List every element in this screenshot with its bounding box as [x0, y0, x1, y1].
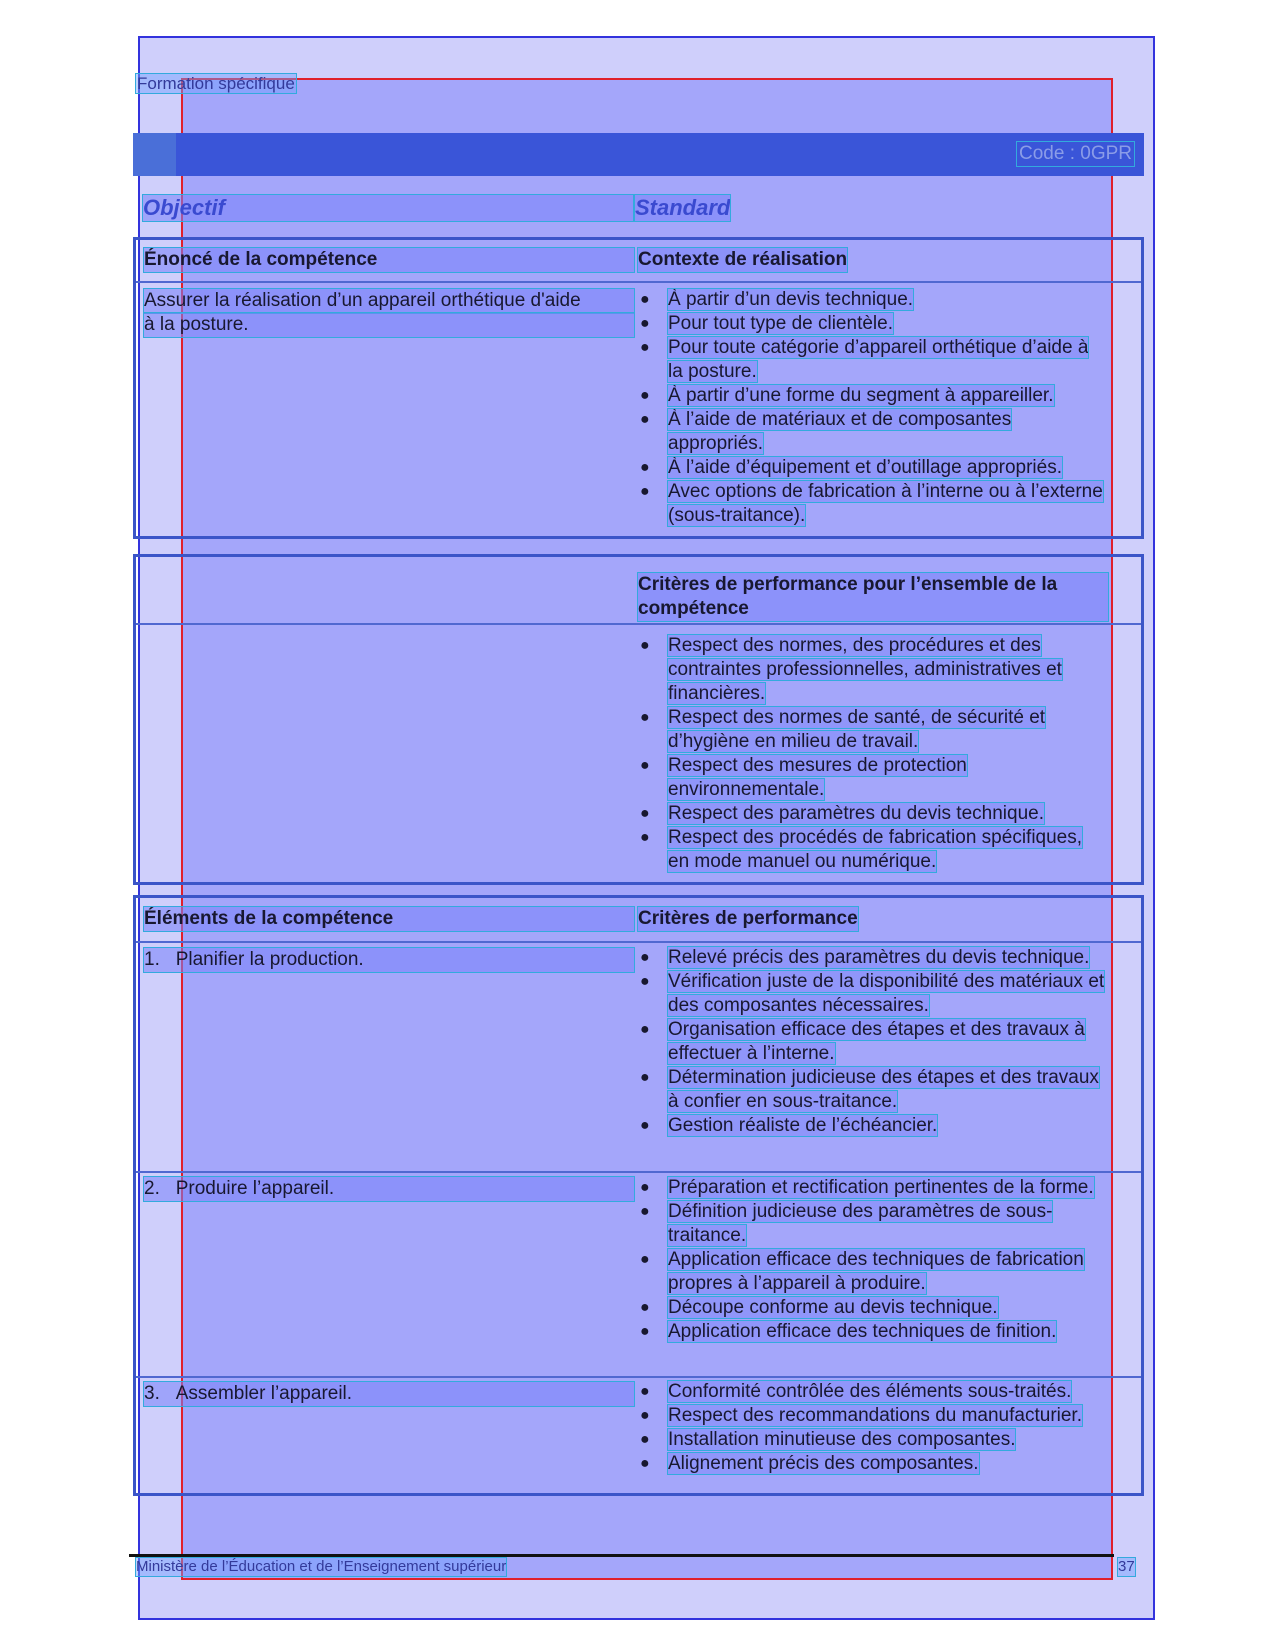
list-item: ● Respect des normes, des procédures et des contraintes professionnelles, administratives et financières. [640, 635, 1062, 704]
element-1-criteria [638, 946, 1108, 1138]
list-item: ● Respect des recommandations du manufacturier. [640, 1405, 1082, 1426]
list-item: ● Respect des normes de santé, de sécurité et d’hygiène en milieu de travail. [640, 707, 1046, 752]
code-band-accent [133, 133, 176, 176]
code-band [133, 133, 1144, 176]
divider [136, 941, 1141, 943]
list-item: ● À l’aide d’équipement et d’outillage appropriés. [640, 457, 1062, 478]
list-item: ● Respect des procédés de fabrication spécifiques, en mode manuel ou numérique. [640, 827, 1083, 872]
element-label: Produire l’appareil. [175, 1178, 335, 1199]
statement-line-2: à la posture. [144, 313, 634, 337]
list-item: ● Respect des paramètres du devis technique. [640, 803, 1044, 824]
list-item: ● Organisation efficace des étapes et des travaux à effectuer à l’interne. [640, 1019, 1085, 1064]
list-item: ● Conformité contrôlée des éléments sous-traités. [640, 1381, 1072, 1402]
list-item: ● À l’aide de matériaux et de composantes appropriés. [640, 409, 1012, 454]
element-3-criteria [638, 1380, 1108, 1476]
list-item: ● Installation minutieuse des composantes. [640, 1429, 1016, 1450]
list-item: ● Application efficace des techniques de finition. [640, 1321, 1057, 1342]
element-2-criteria [638, 1176, 1108, 1344]
list-item: ● À partir d’une forme du segment à appareiller. [640, 385, 1054, 406]
overall-criteria-header: Critères de performance pour l’ensemble de la compétence [638, 573, 1108, 621]
footer-ministry: Ministère de l’Éducation et de l’Enseignement supérieur [136, 1558, 507, 1575]
list-item: ● Gestion réaliste de l’échéancier. [640, 1115, 938, 1136]
list-item: ● Détermination judicieuse des étapes et des travaux à confier en sous-traitance. [640, 1067, 1099, 1112]
element-number: 2. [144, 1178, 160, 1199]
standard-heading: Standard [635, 195, 731, 220]
element-2 [144, 1177, 634, 1201]
divider [136, 1171, 1141, 1173]
criteria-header: Critères de performance [638, 908, 858, 929]
element-number: 3. [144, 1383, 160, 1404]
list-item: ● Application efficace des techniques de fabrication propres à l’appareil à produire. [640, 1249, 1084, 1294]
page-number: 37 [1118, 1558, 1135, 1575]
element-3 [144, 1382, 634, 1406]
element-1 [144, 948, 634, 972]
running-header: Formation spécifique [137, 74, 295, 93]
divider [136, 623, 1141, 625]
statement-header: Énoncé de la compétence [144, 248, 634, 272]
list-item: ● À partir d’un devis technique. [640, 289, 914, 310]
list-item: ● Pour tout type de clientèle. [640, 313, 893, 334]
list-item: ● Préparation et rectification pertinentes de la forme. [640, 1177, 1094, 1198]
list-item: ● Respect des mesures de protection environnementale. [640, 755, 967, 800]
competency-code: Code : 0GPR [1019, 143, 1132, 164]
list-item: ● Alignement précis des composantes. [640, 1453, 979, 1474]
statement-line-1: Assurer la réalisation d’un appareil orthétique d'aide [144, 289, 634, 313]
divider [136, 281, 1141, 283]
element-label: Planifier la production. [175, 949, 364, 970]
list-item: ● Relevé précis des paramètres du devis technique. [640, 947, 1090, 968]
objective-heading: Objectif [143, 195, 633, 221]
list-item: ● Pour toute catégorie d’appareil orthétique d’aide à la posture. [640, 337, 1089, 382]
footer-rule [129, 1554, 1114, 1557]
divider [136, 1376, 1141, 1378]
list-item: ● Vérification juste de la disponibilité des matériaux et des composantes nécessaires. [640, 971, 1105, 1016]
context-list [638, 288, 1108, 528]
list-item: ● Définition judicieuse des paramètres de sous-traitance. [640, 1201, 1053, 1246]
list-item: ● Avec options de fabrication à l’interne ou à l’externe (sous-traitance). [640, 481, 1103, 526]
element-number: 1. [144, 949, 160, 970]
element-label: Assembler l’appareil. [175, 1383, 353, 1404]
overall-criteria-list [638, 634, 1108, 874]
context-header: Contexte de réalisation [638, 249, 848, 270]
elements-header: Éléments de la compétence [144, 907, 634, 931]
list-item: ● Découpe conforme au devis technique. [640, 1297, 998, 1318]
